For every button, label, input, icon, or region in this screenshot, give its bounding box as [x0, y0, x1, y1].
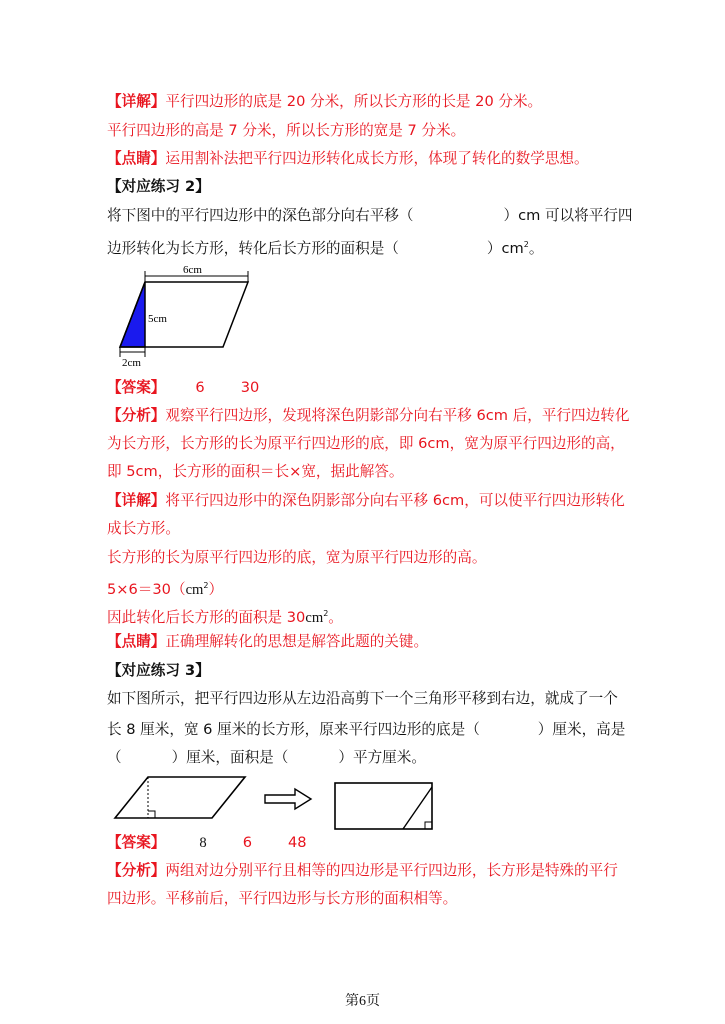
point-label: 【点睛】	[107, 150, 166, 167]
superscript: 2	[203, 581, 209, 590]
q-text: ）平方厘米。	[338, 749, 426, 766]
analysis-line: 四边形。平移前后，平行四边形与长方形的面积相等。	[107, 890, 458, 907]
detail-text: 将平行四边形中的深色阴影部分向右平移 6cm，可以使平行四边形转化	[165, 492, 625, 509]
analysis-label: 【分析】	[107, 862, 166, 879]
analysis-label: 【分析】	[107, 407, 166, 424]
q-text: ）厘米，高是	[537, 721, 626, 738]
conclusion-text: 。	[328, 608, 343, 626]
detail-line: 成长方形。	[107, 520, 180, 537]
exercise-2-question-line-1	[107, 206, 633, 226]
answer-value: 30	[240, 379, 260, 396]
detail-line-2: 平行四边形的高是 7 分米，所以长方形的宽是 7 分米。	[107, 122, 466, 139]
parallelogram	[115, 777, 245, 818]
answer-line	[107, 378, 259, 398]
q-text: 将下图中的平行四边形中的深色部分向右平移（	[107, 207, 414, 224]
parallelogram-shift-figure	[108, 262, 268, 370]
analysis-line: 即 5cm，长方形的面积＝长×宽，据此解答。	[107, 463, 404, 480]
q-text: 边形转化为长方形，转化后长方形的面积是（	[107, 239, 399, 257]
q-text: ）cm	[486, 239, 524, 257]
answer-value: 48	[287, 834, 307, 851]
detail-line	[107, 92, 542, 112]
q-text: ）cm 可以将平行四	[503, 207, 633, 224]
conclusion-text: 因此转化后长方形的面积是 30	[107, 608, 306, 626]
calc-text: 5×6＝30（	[107, 580, 186, 598]
unit: cm	[305, 609, 324, 626]
detail-line: 长方形的长为原平行四边形的底，宽为原平行四边形的高。	[107, 549, 487, 566]
analysis-line	[107, 861, 618, 881]
point-line	[107, 632, 428, 652]
unit: cm	[185, 581, 204, 598]
right-arrow-icon	[265, 789, 311, 809]
calc-line	[107, 576, 223, 600]
detail-text: 平行四边形的底是 20 分米，所以长方形的长是 20 分米。	[165, 93, 543, 110]
analysis-line: 为长方形，长方形的长为原平行四边形的底，即 6cm，宽为原平行四边形的高，	[107, 435, 625, 452]
conclusion-line	[107, 604, 343, 628]
q-text: ）厘米，面积是（	[171, 749, 289, 766]
exercise-3-question-line-3	[107, 748, 426, 768]
detail-label: 【详解】	[107, 492, 166, 509]
calc-text: ）	[208, 580, 224, 598]
detail-line	[107, 491, 625, 511]
analysis-text: 观察平行四边形，发现将深色阴影部分向右平移 6cm 后，平行四边转化	[165, 407, 630, 424]
point-text: 运用割补法把平行四边形转化成长方形，体现了转化的数学思想。	[165, 150, 589, 167]
answer-value: 6	[242, 834, 252, 851]
point-line	[107, 149, 589, 169]
detail-label: 【详解】	[107, 93, 166, 110]
q-text: 。	[528, 239, 544, 257]
q-text: 长 8 厘米，宽 6 厘米的长方形，原来平行四边形的底是（	[107, 721, 480, 738]
superscript: 2	[323, 609, 329, 618]
exercise-2-question-line-2	[107, 235, 543, 259]
point-text: 正确理解转化的思想是解答此题的关键。	[165, 633, 429, 650]
cut-and-shift-figure	[100, 770, 450, 835]
answer-line	[107, 833, 307, 853]
rectangle	[335, 783, 432, 829]
top-dimension-label: 6cm	[183, 264, 202, 276]
exercise-3-question-line-2	[107, 720, 625, 740]
height-label: 5cm	[148, 313, 167, 325]
answer-label: 【答案】	[107, 834, 166, 851]
answer-value: 8	[199, 835, 207, 851]
exercise-2-title: 【对应练习 2】	[107, 178, 210, 195]
bottom-dimension-label: 2cm	[122, 357, 141, 369]
point-label: 【点睛】	[107, 633, 166, 650]
exercise-3-title: 【对应练习 3】	[107, 662, 210, 679]
analysis-line	[107, 406, 629, 426]
q-text: （	[107, 749, 122, 766]
page-number: 第6页	[345, 994, 380, 1009]
answer-value: 6	[195, 379, 205, 396]
analysis-text: 两组对边分别平行且相等的四边形是平行四边形，长方形是特殊的平行	[165, 862, 618, 879]
superscript: 2	[523, 240, 529, 249]
exercise-3-question-line-1: 如下图所示，把平行四边形从左边沿高剪下一个三角形平移到右边，就成了一个	[107, 690, 618, 707]
answer-label: 【答案】	[107, 379, 166, 396]
